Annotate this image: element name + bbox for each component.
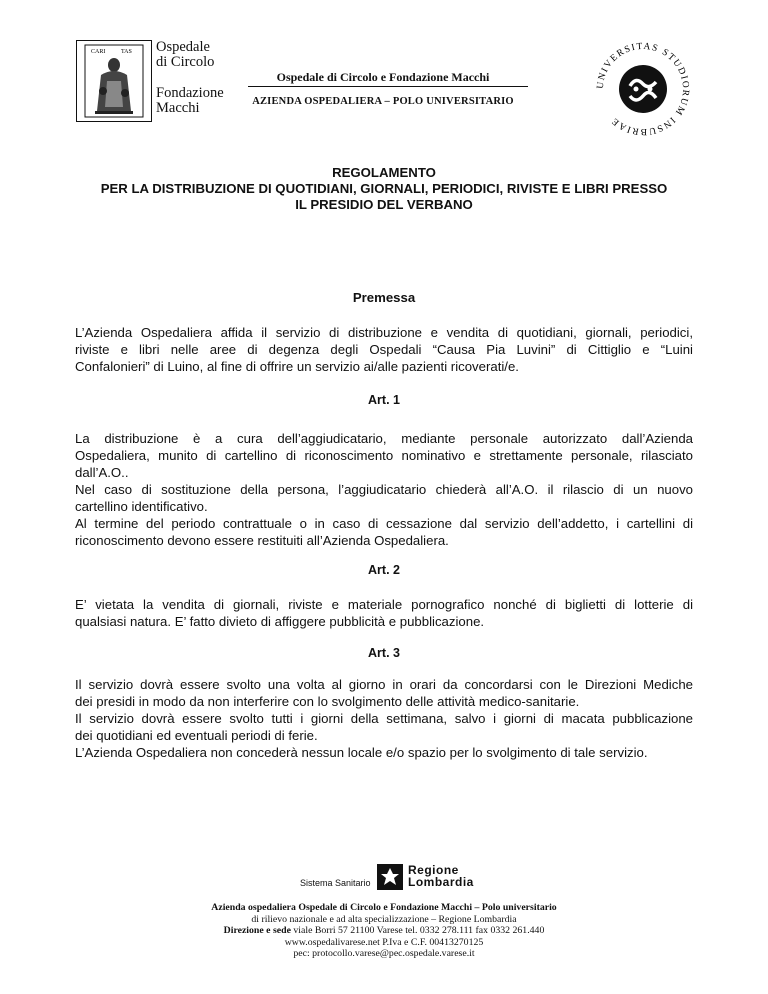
art-2-paragraph: [75, 596, 693, 630]
text-line: Confalonieri” di Luino, al fine di offrire un servizio ai/alle pazienti ricoverati/e.: [75, 359, 519, 374]
brand-line-3: Fondazione: [156, 85, 224, 101]
footer-address: viale Borri 57 21100 Varese tel. 0332 278.111 fax 0332 261.440: [293, 925, 545, 936]
art-3-heading: Art. 3: [368, 646, 400, 660]
footer-line-2: di rilievo nazionale e ad alta specializzazione – Regione Lombardia: [251, 913, 517, 925]
university-seal: [594, 40, 692, 138]
brand-line-1: Ospedale: [156, 39, 210, 55]
text-line: riviste e libri nelle aree di degenza degli Ospedali “Causa Pia Luvini” di Cittiglio e “Luini: [75, 342, 693, 357]
regione-lombardia-name: [408, 864, 474, 888]
text-line: Al termine del periodo contrattuale o in caso di cessazione dal servizio dell’addetto, i cartellini di: [75, 516, 693, 531]
premessa-paragraph: [75, 324, 693, 375]
text-line: cartellino identificativo.: [75, 499, 208, 514]
text-line: dei quotidiani ed eventuali periodi di ferie.: [75, 728, 318, 743]
logo-text-right: TAS: [121, 49, 132, 55]
text-line: La distribuzione è a cura dell’aggiudicatario, mediante personale autorizzato dall’Azienda: [75, 431, 693, 446]
art-2-heading: Art. 2: [368, 563, 400, 577]
text-line: Nel caso di sostituzione della persona, l’aggiudicatario chiederà all’A.O. il rilascio di un nuovo: [75, 482, 693, 497]
regione-lombardia-icon: [377, 864, 403, 890]
hospital-logo: [76, 40, 152, 122]
footer: [150, 902, 618, 960]
hospital-subtitle: AZIENDA OSPEDALIERA – POLO UNIVERSITARIO: [252, 96, 514, 107]
text-line: L’Azienda Ospedaliera non concederà nessun locale e/o spazio per lo svolgimento di tale servizio.: [75, 745, 648, 760]
brand-line-4: Macchi: [156, 100, 200, 116]
hospital-name: Ospedale di Circolo e Fondazione Macchi: [276, 70, 490, 84]
art-1-heading: Art. 1: [368, 393, 400, 407]
text-line: Il servizio dovrà essere svolto una volta al giorno in orari da concordarsi con le Direzioni Mediche: [75, 677, 693, 692]
text-line: dall’A.O..: [75, 465, 129, 480]
title-line-3: IL PRESIDIO DEL VERBANO: [295, 197, 473, 212]
art-1-paragraph: [75, 430, 693, 549]
header-divider: [248, 86, 528, 87]
text-line: Ospedaliera, munito di cartellino di riconoscimento nominativo e strettamente personale, rilasciato: [75, 448, 693, 463]
art-3-paragraph: [75, 676, 693, 761]
title-line-1: REGOLAMENTO: [332, 165, 436, 180]
regione-line-2: Lombardia: [408, 875, 474, 889]
brand-line-2: di Circolo: [156, 54, 215, 70]
seal-text: UNIVERSITAS STUDIORUM INSUBRIAE: [595, 41, 691, 137]
text-line: Il servizio dovrà essere svolto tutti i giorni della settimana, salvo i giorni di macata pubblicazione: [75, 711, 693, 726]
brand-name: [156, 40, 224, 116]
regione-line-1: Regione: [408, 863, 459, 877]
premessa-heading: Premessa: [352, 290, 416, 305]
footer-line-3: [150, 925, 618, 937]
footer-line-4: www.ospedalivarese.net P.Iva e C.F. 00413270125: [284, 936, 484, 948]
footer-sede-label: Direzione e sede: [223, 925, 291, 936]
text-line: qualsiasi natura. E’ fatto divieto di affiggere pubblicità e pubblicazione.: [75, 614, 485, 629]
footer-line-5: pec: protocollo.varese@pec.ospedale.varese.it: [293, 948, 475, 959]
text-line: dei presidi in modo da non interferire con lo svolgimento delle attività medico-sanitarie.: [75, 694, 580, 709]
footer-line-1: Azienda ospedaliera Ospedale di Circolo e Fondazione Macchi – Polo universitario: [211, 902, 557, 913]
document-title: [40, 165, 728, 213]
text-line: riconoscimento devono essere restituiti all’Azienda Ospedaliera.: [75, 533, 449, 548]
title-line-2: PER LA DISTRIBUZIONE DI QUOTIDIANI, GIORNALI, PERIODICI, RIVISTE E LIBRI PRESSO: [100, 181, 668, 196]
text-line: L’Azienda Ospedaliera affida il servizio di distribuzione e vendita di quotidiani, giornali, periodici,: [75, 325, 693, 340]
sistema-sanitario-label: Sistema Sanitario: [300, 878, 371, 888]
text-line: E’ vietata la vendita di giornali, riviste e materiale pornografico nonché di biglietti di lotterie di: [75, 597, 693, 612]
logo-text-left: CARI: [91, 49, 106, 55]
